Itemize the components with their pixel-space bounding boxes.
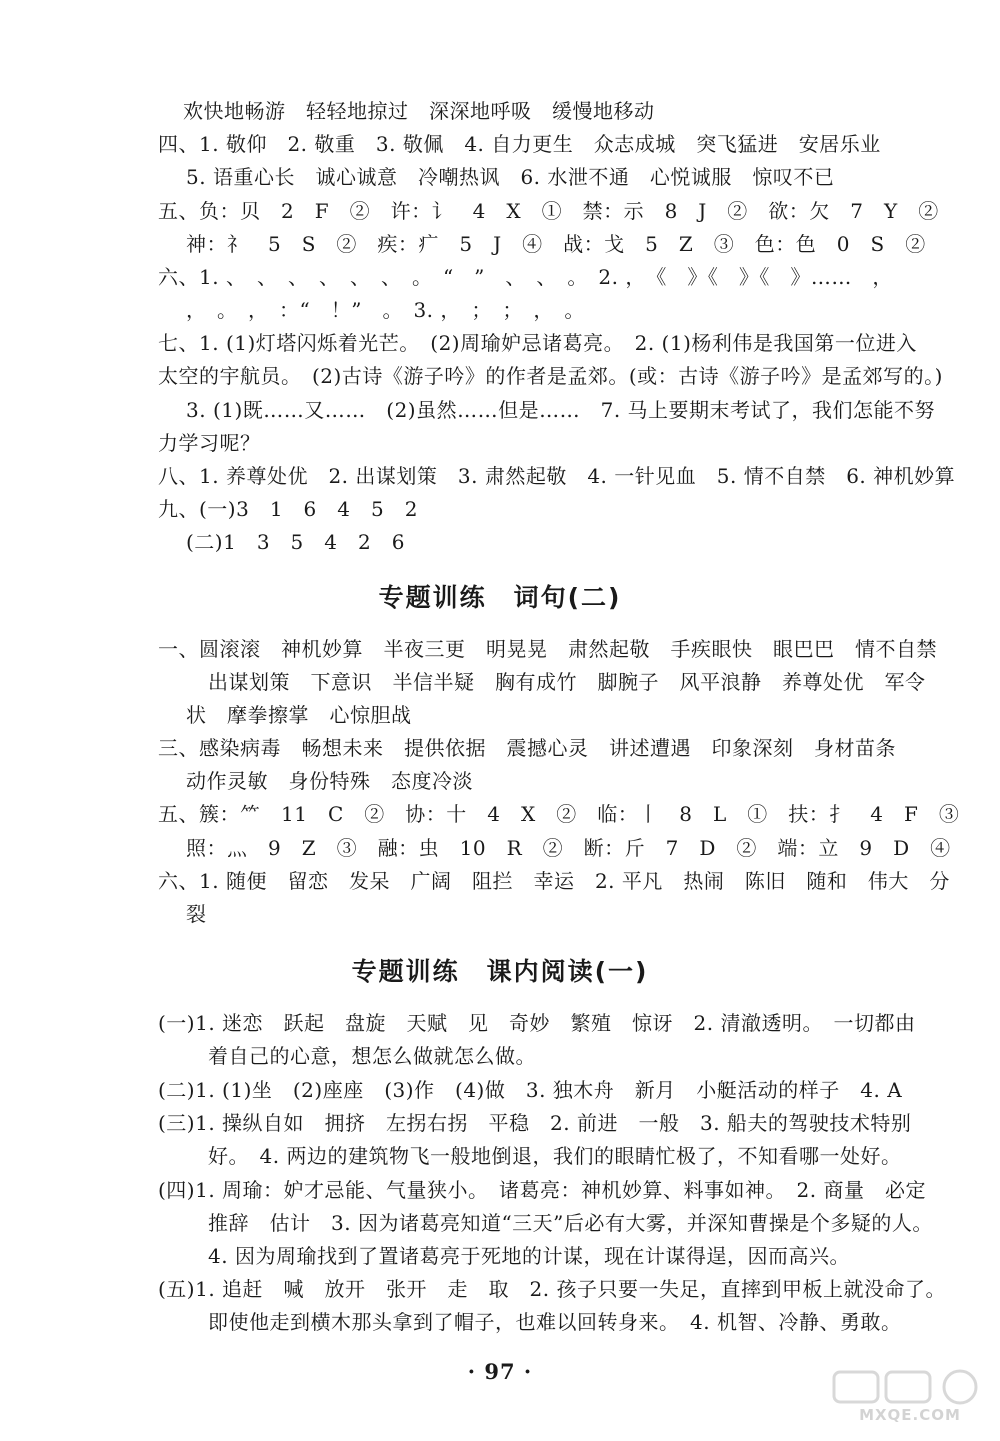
text-line: 五、簇：⺮ 11 C ② 协：十 4 X ② 临：丨 8 L ① 扶：扌 4 F ③ xyxy=(158,802,960,826)
text-line: 4. 因为周瑜找到了置诸葛亮于死地的计谋，现在计谋得逞，因而高兴。 xyxy=(208,1244,850,1268)
text-line: 三、感染病毒 畅想未来 提供依据 震撼心灵 讲述遭遇 印象深刻 身材苗条 xyxy=(158,736,896,760)
text-line: ， 。 ， ：“ ！” 。 3. ， ； ； ， 。 xyxy=(186,298,585,322)
text-line: (三)1. 操纵自如 拥挤 左拐右拐 平稳 2. 前进 一般 3. 船夫的驾驶技术特别 xyxy=(158,1111,912,1135)
text-line: 好。 4. 两边的建筑物飞一般地倒退，我们的眼睛忙极了，不知看哪一处好。 xyxy=(208,1144,902,1168)
text-line: 四、1. 敬仰 2. 敬重 3. 敬佩 4. 自力更生 众志成城 突飞猛进 安居乐业 xyxy=(158,132,881,156)
text-line: (四)1. 周瑜：妒才忌能、气量狭小。 诸葛亮：神机妙算、料事如神。 2. 商量 必定 xyxy=(158,1178,926,1202)
page-number: · 97 · xyxy=(467,1359,533,1384)
text-line: 即使他走到横木那头拿到了帽子，也难以回转身来。 4. 机智、冷静、勇敢。 xyxy=(208,1310,902,1334)
text-line: 太空的宇航员。 (2)古诗《游子吟》的作者是孟郊。(或：古诗《游子吟》是孟郊写的。) xyxy=(158,364,943,388)
section-heading: 专题训练 词句(二) xyxy=(378,583,622,612)
text-line: 八、1. 养尊处优 2. 出谋划策 3. 肃然起敬 4. 一针见血 5. 情不自禁 6. 神机妙算 xyxy=(158,464,956,488)
text-line: (二)1 3 5 4 2 6 xyxy=(186,530,405,554)
text-line: (二)1. (1)坐 (2)座座 (3)作 (4)做 3. 独木舟 新月 小艇活动的样子 4. A xyxy=(158,1078,903,1102)
text-line: 六、1. 、 、 、 、 、 、 。 “ ” 、 、 。 2. ， 《 》《 》《 》…… ， xyxy=(158,265,893,289)
text-line: (一)1. 迷恋 跃起 盘旋 天赋 见 奇妙 繁殖 惊讶 2. 清澈透明。 一切都由 xyxy=(158,1011,916,1035)
text-line: 着自己的心意，想怎么做就怎么做。 xyxy=(208,1044,536,1068)
text-line: 出谋划策 下意识 半信半疑 胸有成竹 脚腕子 风平浪静 养尊处优 军令 xyxy=(208,670,926,694)
text-line: 九、(一)3 1 6 4 5 2 xyxy=(158,497,418,521)
text-line: 动作灵敏 身份特殊 态度冷淡 xyxy=(186,769,473,793)
text-line: 5. 语重心长 诚心诚意 冷嘲热讽 6. 水泄不通 心悦诚服 惊叹不已 xyxy=(186,165,835,189)
watermark-badge-icon xyxy=(830,1368,990,1408)
text-line: 七、1. (1)灯塔闪烁着光芒。 (2)周瑜妒忌诸葛亮。 2. (1)杨利伟是我国第一位进入 xyxy=(158,331,917,355)
text-line: 状 摩拳擦掌 心惊胆战 xyxy=(186,703,412,727)
text-line: 欢快地畅游 轻轻地掠过 深深地呼吸 缓慢地移动 xyxy=(183,99,655,123)
watermark-logo xyxy=(830,1368,990,1432)
text-line: 照：灬 9 Z ③ 融：虫 10 R ② 断：斤 7 D ② 端：立 9 D ④ xyxy=(186,836,951,860)
text-line: 五、负：贝 2 F ② 许：讠 4 X ① 禁：示 8 J ② 欲：欠 7 Y ② xyxy=(158,199,939,223)
text-line: 力学习呢？ xyxy=(158,431,261,455)
text-line: 3. (1)既……又…… (2)虽然……但是…… 7. 马上要期末考试了，我们怎能不努 xyxy=(186,398,936,422)
section-heading: 专题训练 课内阅读(一) xyxy=(351,957,649,986)
text-line: 六、1. 随便 留恋 发呆 广阔 阻拦 幸运 2. 平凡 热闹 陈旧 随和 伟大 分 xyxy=(158,869,950,893)
text-line: 一、圆滚滚 神机妙算 半夜三更 明晃晃 肃然起敬 手疾眼快 眼巴巴 情不自禁 xyxy=(158,637,937,661)
text-line: 裂 xyxy=(186,902,207,926)
text-line: 神：礻 5 S ② 疾：疒 5 J ④ 战：戈 5 Z ③ 色：色 0 S ② xyxy=(186,232,926,256)
text-line: 推辞 估计 3. 因为诸葛亮知道“三天”后必有大雾，并深知曹操是个多疑的人。 xyxy=(208,1211,933,1235)
text-line: (五)1. 追赶 喊 放开 张开 走 取 2. 孩子只要一失足，直摔到甲板上就没命了。 xyxy=(158,1277,946,1301)
watermark-text: MXQE.COM xyxy=(859,1406,961,1424)
